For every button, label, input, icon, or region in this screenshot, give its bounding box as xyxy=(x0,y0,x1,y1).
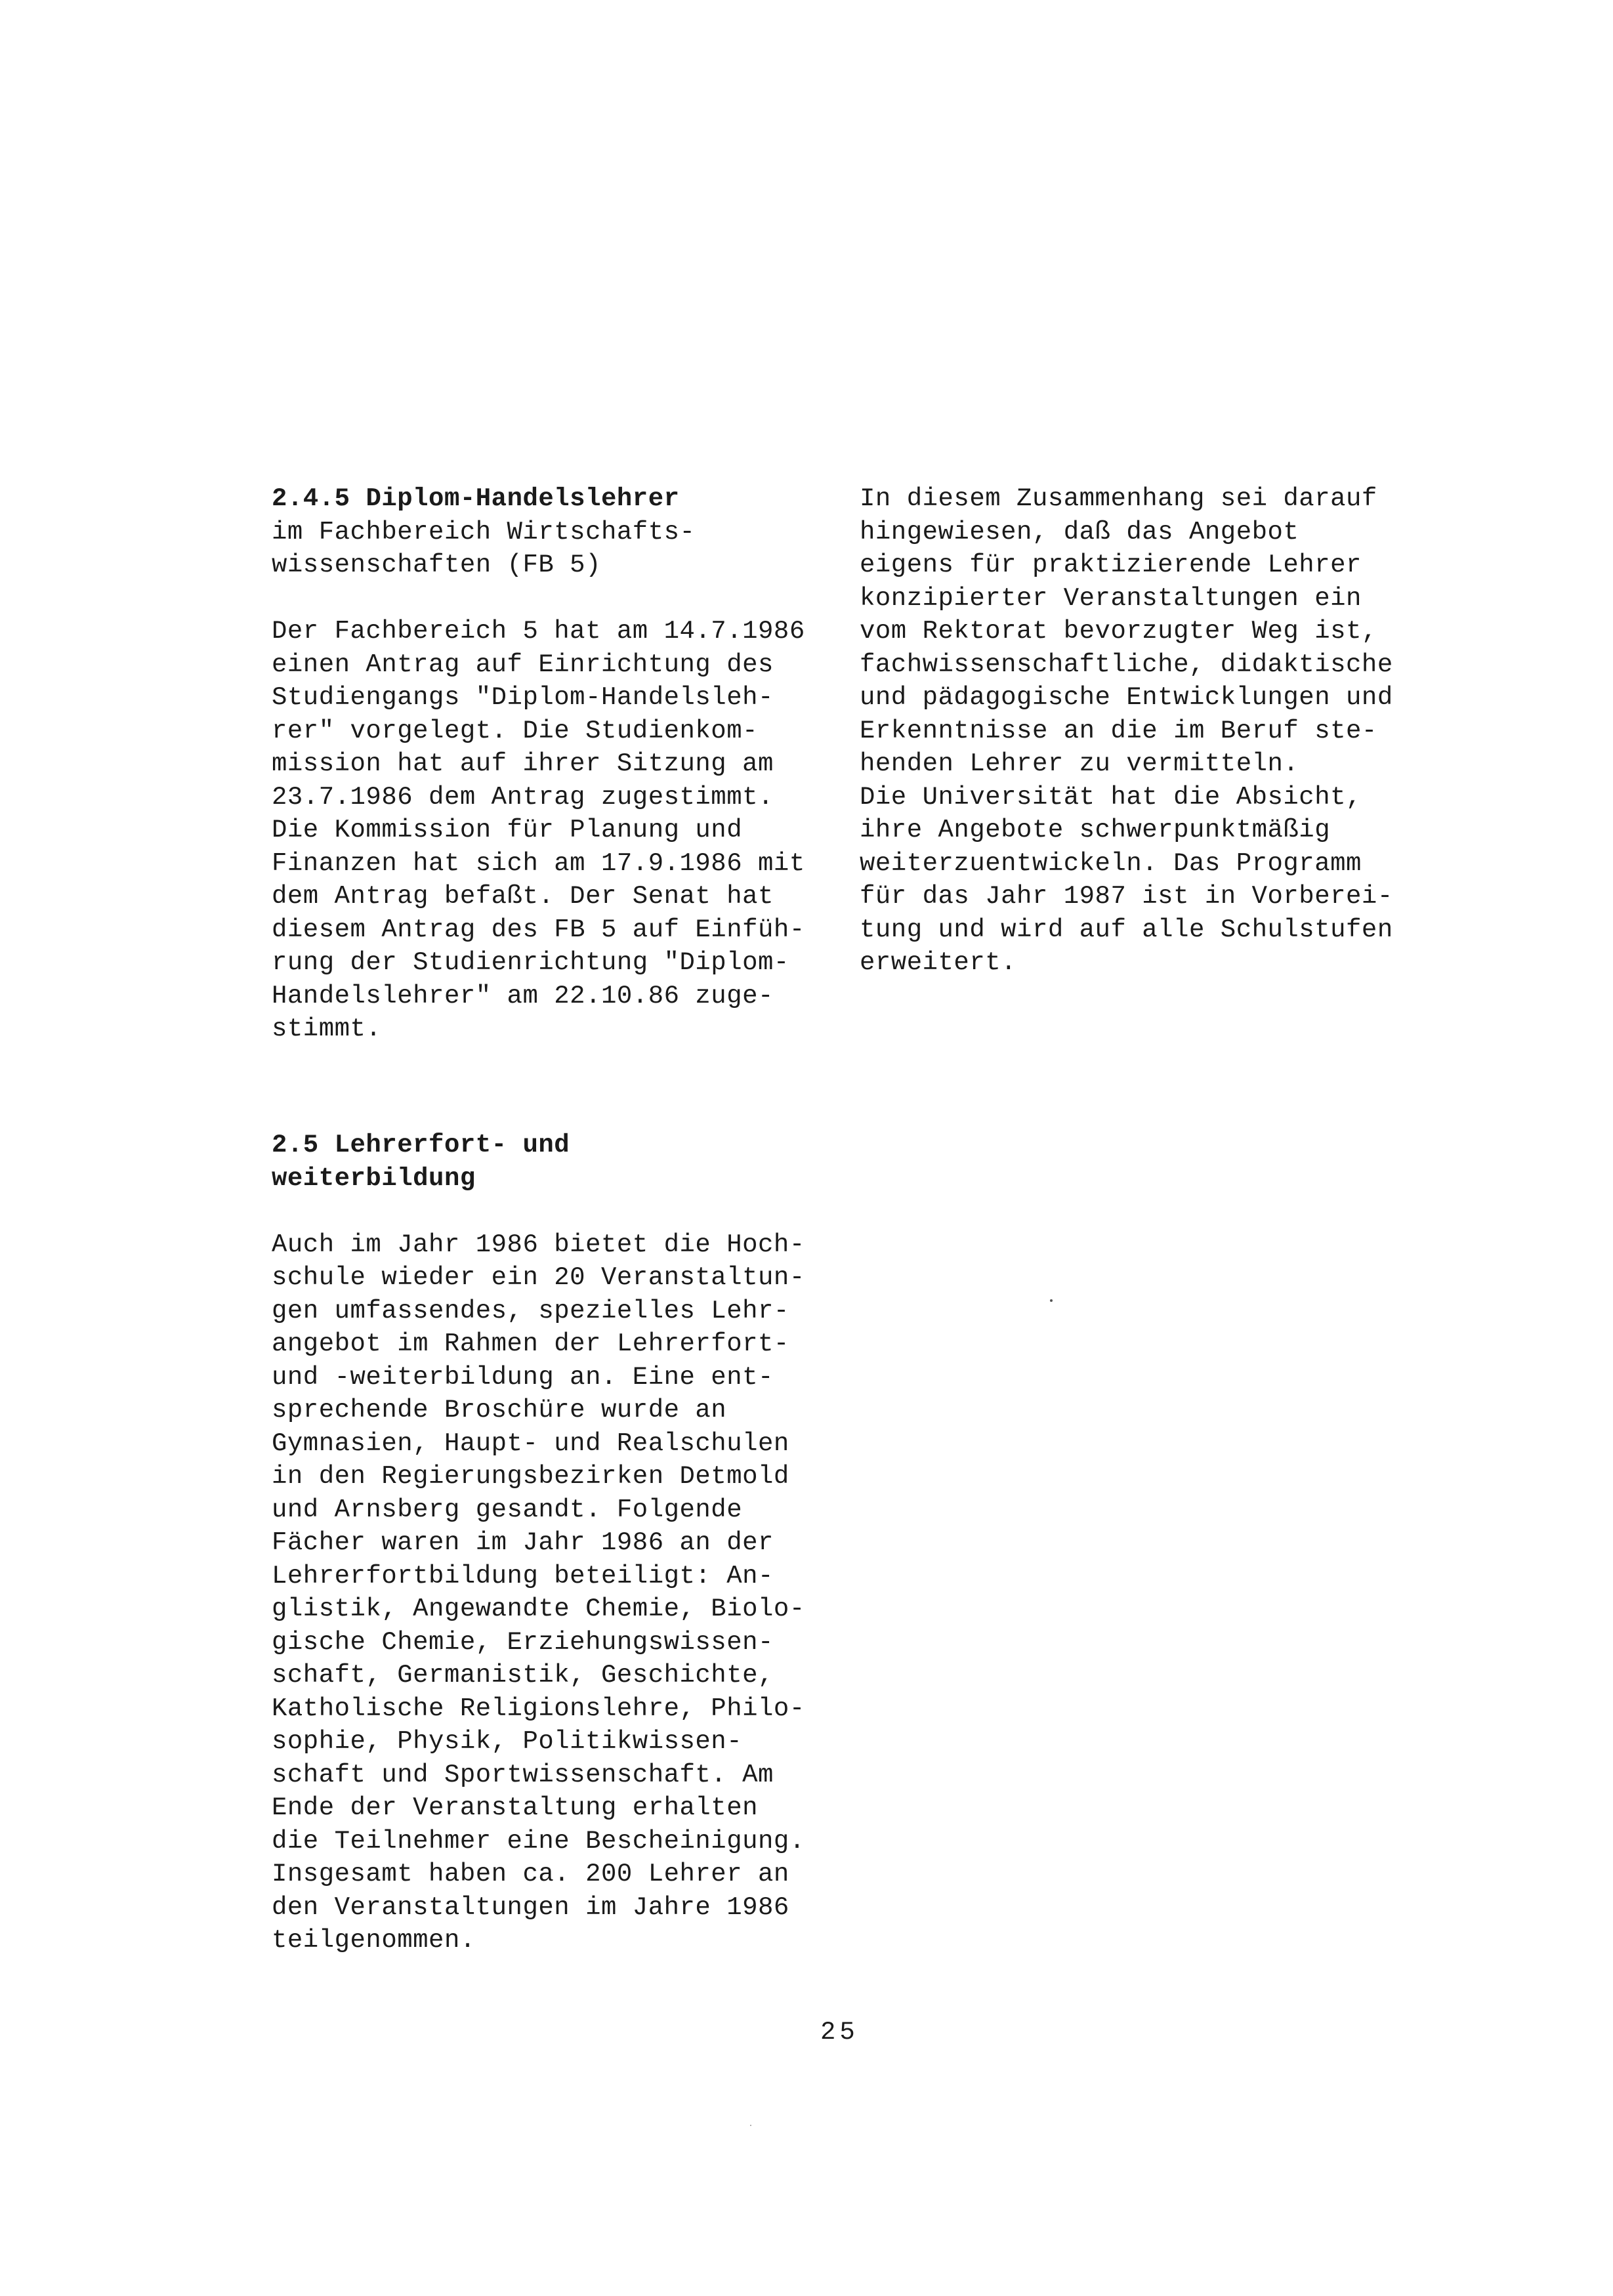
right-column xyxy=(860,482,1437,980)
body-line: Handelslehrer" am 22.10.86 zuge- xyxy=(272,981,774,1011)
section-2-4-5-body xyxy=(272,615,849,1046)
body-line: teilgenommen. xyxy=(272,1926,476,1955)
subheading-line: im Fachbereich Wirtschafts- xyxy=(272,517,696,547)
scan-speck xyxy=(1050,1299,1053,1302)
body-line: ihre Angebote schwerpunktmäßig xyxy=(860,816,1331,845)
body-line: hingewiesen, daß das Angebot xyxy=(860,517,1299,547)
heading-title: Diplom-Handelslehrer xyxy=(366,484,680,513)
body-line: dem Antrag befaßt. Der Senat hat xyxy=(272,882,774,911)
body-line: stimmt. xyxy=(272,1014,382,1043)
body-line: Die Kommission für Planung und xyxy=(272,816,743,845)
body-line: Insgesamt haben ca. 200 Lehrer an xyxy=(272,1860,789,1889)
body-line: weiterzuentwickeln. Das Programm xyxy=(860,848,1362,878)
body-line: Auch im Jahr 1986 bietet die Hoch- xyxy=(272,1230,805,1259)
body-line: gische Chemie, Erziehungswissen- xyxy=(272,1627,774,1657)
body-line: Ende der Veranstaltung erhalten xyxy=(272,1793,759,1822)
body-line: und Arnsberg gesandt. Folgende xyxy=(272,1495,743,1524)
body-line: für das Jahr 1987 ist in Vorberei- xyxy=(860,882,1393,911)
body-line: mission hat auf ihrer Sitzung am xyxy=(272,749,774,778)
body-line: gen umfassendes, spezielles Lehr- xyxy=(272,1296,789,1325)
body-line: sprechende Broschüre wurde an xyxy=(272,1396,727,1425)
section-2-5-heading xyxy=(272,1129,849,1195)
body-line: rer" vorgelegt. Die Studienkom- xyxy=(272,716,759,745)
body-line: die Teilnehmer eine Bescheinigung. xyxy=(272,1826,805,1856)
body-line: angebot im Rahmen der Lehrerfort- xyxy=(272,1329,789,1358)
body-line: erweitert. xyxy=(860,948,1017,977)
body-line: Katholische Religionslehre, Philo- xyxy=(272,1694,805,1723)
body-line: einen Antrag auf Einrichtung des xyxy=(272,650,774,679)
body-line: den Veranstaltungen im Jahre 1986 xyxy=(272,1892,789,1922)
body-line: Finanzen hat sich am 17.9.1986 mit xyxy=(272,848,805,878)
subheading-line: wissenschaften (FB 5) xyxy=(272,551,601,579)
body-line: 23.7.1986 dem Antrag zugestimmt. xyxy=(272,782,774,812)
page-number: 25 xyxy=(820,2018,859,2047)
body-line: diesem Antrag des FB 5 auf Einfüh- xyxy=(272,915,805,944)
body-line: sophie, Physik, Politikwissen- xyxy=(272,1727,743,1756)
body-line: Gymnasien, Haupt- und Realschulen xyxy=(272,1429,789,1458)
body-line: Erkenntnisse an die im Beruf ste- xyxy=(860,716,1377,745)
body-line: Die Universität hat die Absicht, xyxy=(860,782,1362,812)
body-line: rung der Studienrichtung "Diplom- xyxy=(272,948,789,977)
body-line: vom Rektorat bevorzugter Weg ist, xyxy=(860,617,1377,646)
section-heading-line: 2.5 Lehrerfort- und xyxy=(272,1131,570,1159)
section-2-4-5-heading xyxy=(272,482,849,582)
section-heading-line xyxy=(272,482,849,516)
body-line: henden Lehrer zu vermitteln. xyxy=(860,749,1299,778)
section-heading-line: weiterbildung xyxy=(272,1163,476,1193)
body-line: Fächer waren im Jahr 1986 an der xyxy=(272,1528,774,1557)
body-line: schule wieder ein 20 Veranstaltun- xyxy=(272,1263,805,1292)
body-line: tung und wird auf alle Schulstufen xyxy=(860,915,1393,944)
body-line: glistik, Angewandte Chemie, Biolo- xyxy=(272,1595,805,1623)
body-line: Lehrerfortbildung beteiligt: An- xyxy=(272,1561,774,1591)
body-line: eigens für praktizierende Lehrer xyxy=(860,551,1362,579)
left-column xyxy=(272,482,849,1957)
heading-number: 2.4.5 xyxy=(272,484,350,513)
body-line: Der Fachbereich 5 hat am 14.7.1986 xyxy=(272,617,805,646)
section-2-5-body xyxy=(272,1228,849,1957)
body-line: und pädagogische Entwicklungen und xyxy=(860,683,1393,712)
scan-speck xyxy=(750,2125,751,2126)
body-line: konzipierter Veranstaltungen ein xyxy=(860,583,1362,613)
body-line: fachwissenschaftliche, didaktische xyxy=(860,650,1393,679)
body-line: in den Regierungsbezirken Detmold xyxy=(272,1462,789,1491)
body-line: und -weiterbildung an. Eine ent- xyxy=(272,1362,774,1392)
body-line: schaft und Sportwissenschaft. Am xyxy=(272,1760,774,1789)
body-line: schaft, Germanistik, Geschichte, xyxy=(272,1661,774,1690)
body-line: Studiengangs "Diplom-Handelsleh- xyxy=(272,683,774,712)
body-line: In diesem Zusammenhang sei darauf xyxy=(860,484,1377,513)
